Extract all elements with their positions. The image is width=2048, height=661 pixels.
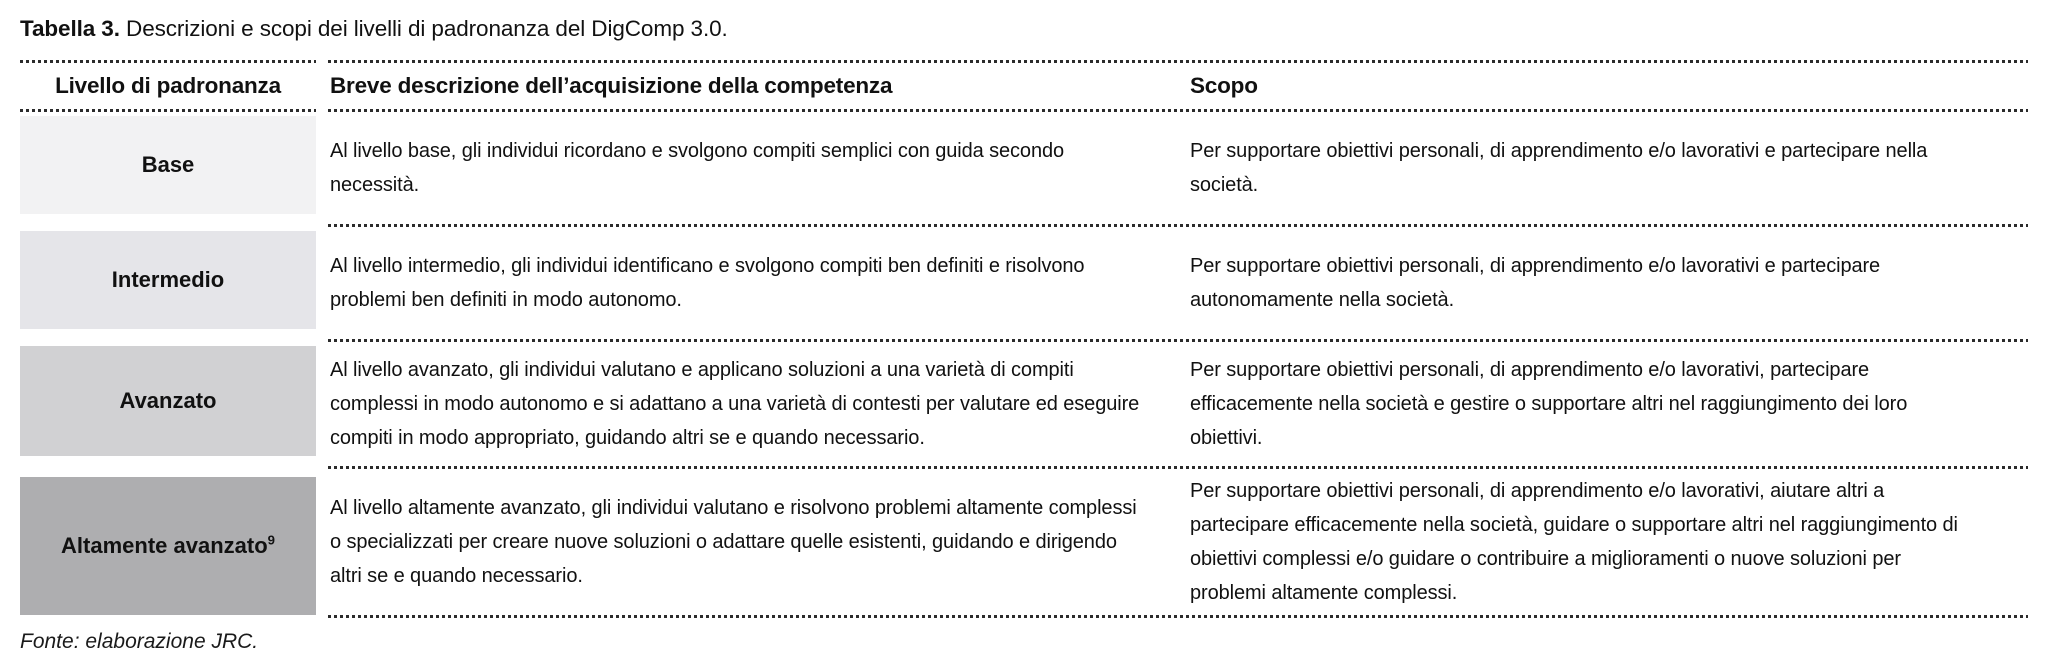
table-row-altamente-avanzato — [20, 469, 2028, 615]
table-caption-text: Descrizioni e scopi dei livelli di padronanza del DigComp 3.0. — [126, 16, 728, 41]
level-cell — [20, 346, 316, 456]
table-row-avanzato — [20, 342, 2028, 466]
table-caption-number: Tabella 3. — [20, 16, 120, 41]
scope-cell: Per supportare obiettivi personali, di apprendimento e/o lavorativi e partecipare nella società. — [1190, 140, 1928, 196]
level-label: Altamente avanzato$^9$ — [61, 532, 275, 558]
level-label: Base — [141, 152, 195, 177]
table-caption — [20, 16, 2028, 42]
column-header-description: Breve descrizione dell’acquisizione della competenza — [330, 73, 893, 98]
description-cell: Al livello avanzato, gli individui valutano e applicano soluzioni a una varietà di compiti complessi in modo autonomo e si adattano a una varietà di contesti per valutare ed eseguire compiti in modo appropriato, guidando altri se e quando necessario. — [330, 359, 1140, 449]
dotted-divider — [20, 60, 316, 63]
scope-cell: Per supportare obiettivi personali, di apprendimento e/o lavorativi, aiutare altri a partecipare efficacemente nella società, guidare o supportare altri nel raggiungimento di obiettivi complessi e/o guidare o contribuire a miglioramenti o nuove soluzioni per problemi altamente complessi. — [1190, 480, 1958, 604]
source-note: Fonte: elaborazione JRC. — [20, 630, 259, 653]
dotted-divider — [20, 109, 316, 112]
level-cell — [20, 477, 316, 615]
level-footnote-marker: 9 — [267, 532, 275, 548]
level-cell — [20, 116, 316, 214]
level-cell — [20, 231, 316, 329]
scope-cell: Per supportare obiettivi personali, di apprendimento e/o lavorativi e partecipare autonomamente nella società. — [1190, 255, 1881, 311]
description-cell: Al livello intermedio, gli individui identificano e svolgono compiti ben definiti e risolvono problemi ben definiti in modo autonomo. — [330, 255, 1085, 311]
table-row-base — [20, 112, 2028, 224]
table-bottom-rule — [328, 615, 2028, 618]
description-cell: Al livello base, gli individui ricordano e svolgono compiti semplici con guida secondo necessità. — [330, 140, 1065, 196]
column-header-level: Livello di padronanza — [55, 73, 281, 98]
column-header-scope: Scopo — [1190, 73, 1258, 98]
table-row-intermedio — [20, 227, 2028, 339]
level-label: Intermedio — [111, 267, 225, 292]
dotted-divider — [328, 60, 2028, 63]
description-cell: Al livello altamente avanzato, gli individui valutano e risolvono problemi altamente complessi o specializzati per creare nuove soluzioni o adattare quelle esistenti, guidando e dirigendo altri se e quando necessario. — [330, 497, 1137, 587]
table-header-row — [20, 63, 2028, 109]
scope-cell: Per supportare obiettivi personali, di apprendimento e/o lavorativi, partecipare efficacemente nella società e gestire o supportare altri nel raggiungimento dei loro obiettivi. — [1190, 359, 1908, 449]
level-label: Avanzato — [119, 388, 217, 413]
